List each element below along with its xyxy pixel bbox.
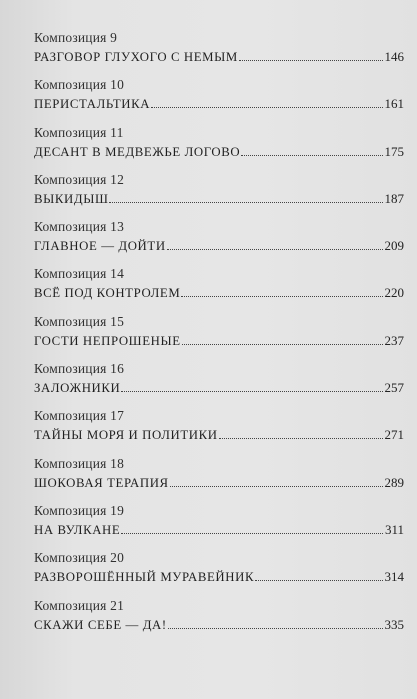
toc-entry — [34, 30, 404, 77]
composition-label: Композиция 19 — [34, 502, 125, 518]
page-number: 187 — [384, 190, 404, 206]
toc-entry — [34, 408, 404, 455]
toc-row — [34, 48, 404, 66]
chapter-title: ЗАЛОЖНИКИ — [34, 381, 121, 396]
page-number: 220 — [384, 285, 404, 301]
toc-entry — [34, 266, 404, 313]
toc-row — [34, 568, 404, 586]
dot-leader — [255, 580, 382, 581]
chapter-title: ДЕСАНТ В МЕДВЕЖЬЕ ЛОГОВО — [34, 144, 241, 159]
dot-leader — [167, 249, 383, 250]
toc-row — [34, 237, 404, 255]
dot-leader — [151, 107, 382, 108]
dot-leader — [181, 296, 382, 297]
page-number: 271 — [384, 427, 404, 443]
dot-leader — [241, 155, 382, 156]
page-number: 146 — [384, 49, 404, 64]
composition-label: Композиция 21 — [34, 597, 125, 613]
composition-label: Композиция 9 — [34, 30, 118, 45]
toc-row — [34, 521, 404, 539]
chapter-title: ГОСТИ НЕПРОШЕНЫЕ — [34, 333, 181, 348]
chapter-title: ВЫКИДЫШ — [34, 191, 109, 206]
chapter-title: РАЗГОВОР ГЛУХОГО С НЕМЫМ — [34, 50, 238, 64]
dot-leader — [182, 344, 383, 345]
chapter-title: ВСЁ ПОД КОНТРОЛЕМ — [34, 286, 181, 301]
page-number: 335 — [384, 616, 404, 632]
dot-leader — [121, 533, 383, 534]
chapter-title: НА ВУЛКАНЕ — [34, 522, 121, 537]
chapter-title: РАЗВОРОШЁННЫЙ МУРАВЕЙНИК — [34, 570, 255, 585]
toc-entry — [34, 77, 404, 124]
composition-label: Композиция 10 — [34, 77, 125, 93]
toc-row — [34, 379, 404, 397]
composition-label: Композиция 16 — [34, 361, 125, 377]
page-number: 175 — [384, 143, 404, 159]
page-number: 257 — [384, 380, 404, 396]
dot-leader — [239, 60, 383, 61]
page-number: 314 — [384, 569, 404, 585]
page-number: 161 — [384, 96, 404, 112]
toc-entry — [34, 219, 404, 266]
chapter-title: ШОКОВАЯ ТЕРАПИЯ — [34, 475, 169, 490]
toc-entry — [34, 314, 404, 361]
dot-leader — [170, 486, 383, 487]
toc-entry — [34, 550, 404, 597]
toc-row — [34, 426, 404, 444]
composition-label: Композиция 15 — [34, 313, 125, 329]
composition-label: Композиция 13 — [34, 219, 125, 235]
composition-label: Композиция 18 — [34, 455, 125, 471]
toc-row — [34, 284, 404, 302]
toc-entry — [34, 503, 404, 550]
dot-leader — [168, 628, 383, 629]
dot-leader — [219, 438, 383, 439]
toc-row — [34, 332, 404, 350]
chapter-title: ГЛАВНОЕ — ДОЙТИ — [34, 239, 166, 254]
toc-entry — [34, 172, 404, 219]
dot-leader — [109, 202, 382, 203]
page-number: 311 — [384, 521, 404, 537]
composition-label: Композиция 12 — [34, 171, 125, 187]
toc-row — [34, 190, 404, 208]
chapter-title: ПЕРИСТАЛЬТИКА — [34, 97, 151, 112]
toc-row — [34, 616, 404, 634]
page-number: 289 — [384, 474, 404, 490]
toc-entry — [34, 456, 404, 503]
toc-row — [34, 143, 404, 161]
toc-row — [34, 474, 404, 492]
composition-label: Композиция 20 — [34, 550, 125, 566]
toc-entry — [34, 598, 404, 645]
composition-label: Композиция 14 — [34, 266, 125, 282]
table-of-contents — [34, 30, 404, 645]
toc-entry — [34, 361, 404, 408]
toc-entry — [34, 125, 404, 172]
chapter-title: СКАЖИ СЕБЕ — ДА! — [34, 617, 167, 632]
page-number: 237 — [384, 332, 404, 348]
dot-leader — [121, 391, 382, 392]
page-number: 209 — [384, 238, 404, 254]
composition-label: Композиция 17 — [34, 408, 125, 424]
chapter-title: ТАЙНЫ МОРЯ И ПОЛИТИКИ — [34, 428, 218, 443]
composition-label: Композиция 11 — [34, 124, 124, 140]
toc-row — [34, 95, 404, 113]
